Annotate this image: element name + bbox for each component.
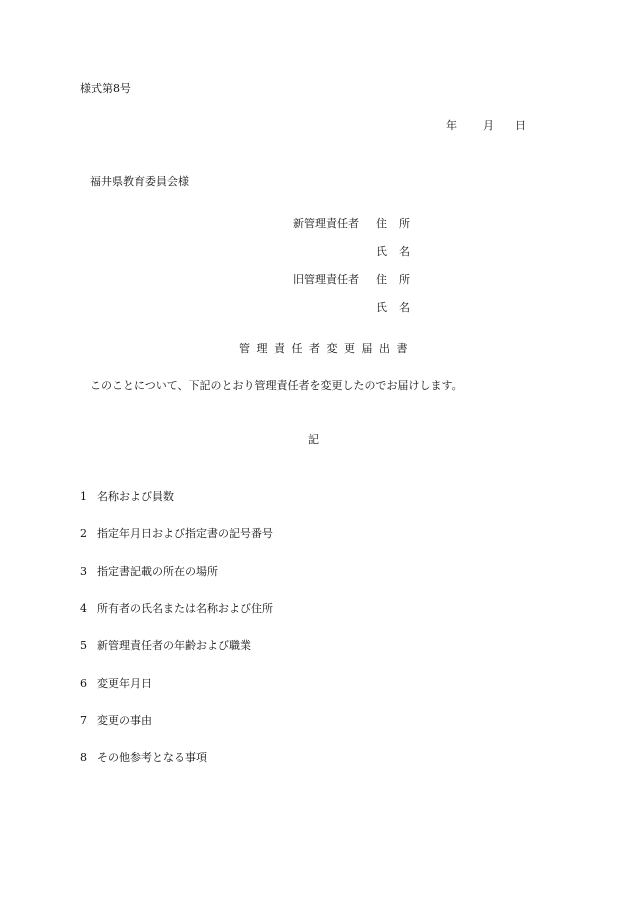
item-text: その他参考となる事項 — [97, 751, 207, 764]
list-item — [80, 752, 207, 763]
item-number: 4 — [80, 602, 87, 615]
item-text: 変更年月日 — [97, 677, 152, 690]
item-text: 指定書記載の所在の場所 — [97, 565, 218, 578]
item-number: 7 — [80, 714, 87, 727]
old-manager-address-label: 住所 — [376, 273, 422, 286]
date-month-label: 月 — [483, 119, 494, 132]
date-year-label: 年 — [446, 119, 457, 132]
item-text: 変更の事由 — [97, 714, 152, 727]
item-text: 所有者の氏名または名称および住所 — [97, 602, 273, 615]
item-number: 5 — [80, 639, 87, 652]
addressee: 福井県教育委員会様 — [90, 175, 189, 188]
item-text: 名称および員数 — [97, 490, 174, 503]
new-manager-label: 新管理責任者 — [293, 217, 359, 230]
old-manager-name-label: 氏名 — [376, 301, 422, 314]
item-number: 2 — [80, 527, 87, 540]
list-item — [80, 640, 251, 651]
list-item — [80, 603, 273, 614]
form-number: 様式第8号 — [80, 82, 131, 95]
item-text: 新管理責任者の年齢および職業 — [97, 639, 251, 652]
item-number: 3 — [80, 565, 87, 578]
item-text: 指定年月日および指定書の記号番号 — [97, 527, 273, 540]
date-day-label: 日 — [515, 119, 526, 132]
item-number: 8 — [80, 751, 87, 764]
list-item — [80, 566, 218, 577]
date-line — [446, 120, 526, 131]
item-number: 6 — [80, 677, 87, 690]
ki-heading: 記 — [308, 433, 319, 446]
new-manager-name-label: 氏名 — [376, 245, 422, 258]
list-item — [80, 678, 152, 689]
new-manager-address-label: 住所 — [376, 217, 422, 230]
list-item — [80, 491, 174, 502]
item-number: 1 — [80, 490, 87, 503]
body-text: このことについて、下記のとおり管理責任者を変更したのでお届けします。 — [90, 379, 463, 392]
list-item — [80, 528, 273, 539]
document-title: 管理責任者変更届出書 — [239, 342, 414, 355]
old-manager-label: 旧管理責任者 — [293, 273, 359, 286]
list-item — [80, 715, 152, 726]
